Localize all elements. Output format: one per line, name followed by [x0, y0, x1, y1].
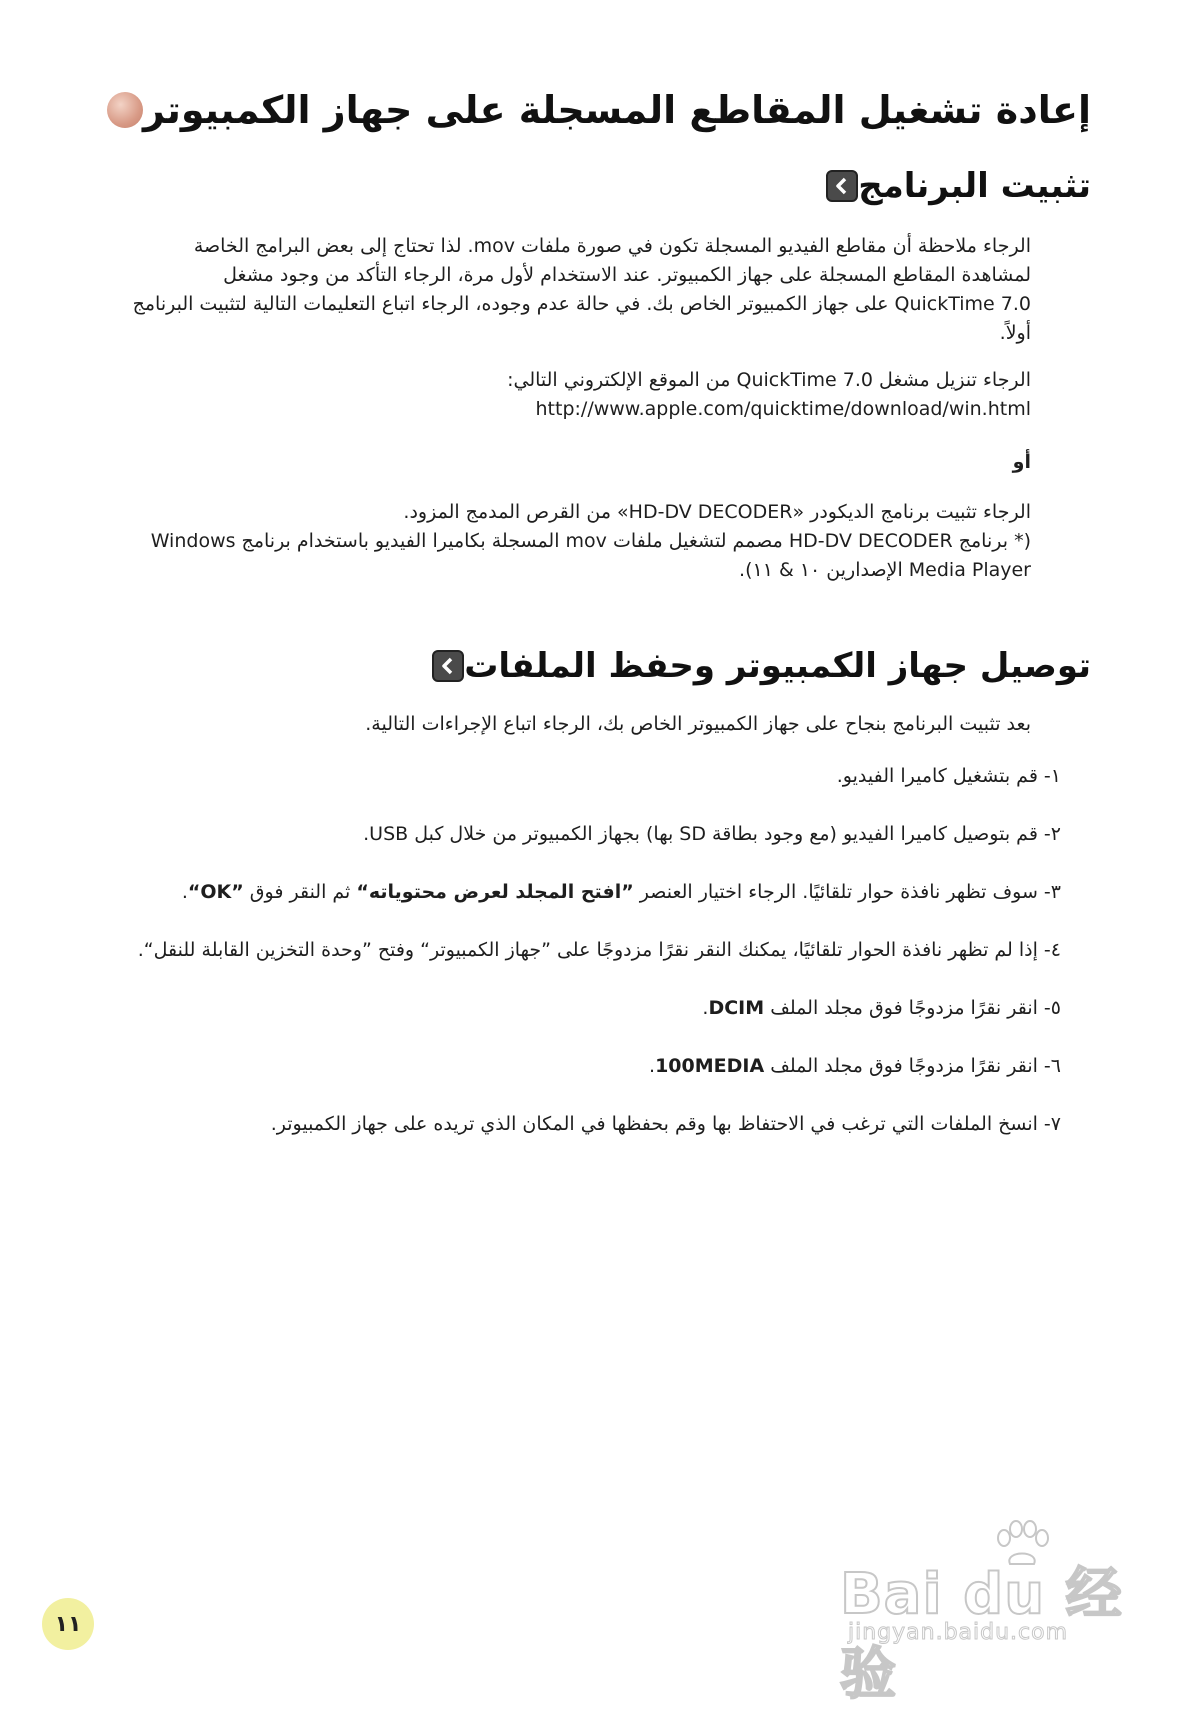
list-item [101, 1110, 1061, 1168]
list-item [101, 820, 1061, 878]
step-number: ٥- [1043, 997, 1061, 1019]
step-text: قم بتوصيل كاميرا الفيديو (مع وجود بطاقة SD بها) بجهاز الكمبيوتر من خلال كبل USB. [363, 823, 1038, 845]
install-note [131, 232, 1031, 348]
paragraph: الرجاء تثبيت برنامج الديكودر «HD-DV DECODER» من القرص المدمج المزود. [403, 501, 1031, 523]
chevron-left-icon [826, 170, 858, 202]
step-text: انقر نقرًا مزدوجًا فوق مجلد الملف [764, 997, 1038, 1019]
or-label: أو [1012, 451, 1031, 473]
step-option-label: ”افتح المجلد لعرض محتوياته“ [356, 881, 634, 903]
download-link[interactable]: http://www.apple.com/quicktime/download/win.html [535, 398, 1031, 420]
baidu-watermark [840, 1520, 1160, 1707]
step-text: انقر نقرًا مزدوجًا فوق مجلد الملف [764, 1055, 1038, 1077]
page-title: إعادة تشغيل المقاطع المسجلة على جهاز الكمبيوتر [142, 88, 1091, 132]
step-text: . [649, 1055, 656, 1077]
section-title: تثبيت البرنامج [858, 166, 1091, 206]
watermark-logo-text: Bai du 经验 [840, 1562, 1123, 1707]
connect-intro [131, 710, 1031, 739]
list-item [101, 762, 1061, 820]
paragraph: (* برنامج HD-DV DECODER مصمم لتشغيل ملفات mov المسجلة بكاميرا الفيديو باستخدام برنامج Windows Media Player الإصدارين ١٠ & ١١). [150, 530, 1031, 581]
step-text: . [702, 997, 709, 1019]
paragraph: الرجاء تنزيل مشغل QuickTime 7.0 من الموقع الإلكتروني التالي: [507, 369, 1031, 391]
section-heading-install [816, 166, 1091, 206]
step-text: قم بتشغيل كاميرا الفيديو. [836, 765, 1038, 787]
watermark-url: jingyan.baidu.com [848, 1620, 1069, 1645]
step-text: سوف تظهر نافذة حوار تلقائيًا. الرجاء اختيار العنصر [633, 881, 1038, 903]
step-number: ٧- [1043, 1113, 1061, 1135]
paragraph: الرجاء ملاحظة أن مقاطع الفيديو المسجلة تكون في صورة ملفات mov. لذا تحتاج إلى بعض البرامج الخاصة لمشاهدة المقاطع المسجلة على جهاز الكمبيوتر. عند الاستخدام لأول مرة، الرجاء التأكد من وجود مشغل QuickTime 7.0 على جهاز الكمبيوتر الخاص بك. في حالة عدم وجوده، الرجاء اتباع التعليمات التالية لتثبيت البرنامج أولاً. [132, 235, 1031, 344]
list-item [101, 936, 1061, 994]
step-text: إذا لم تظهر نافذة الحوار تلقائيًا، يمكنك النقر نقرًا مزدوجًا على ”جهاز الكمبيوتر“ وفتح ”وحدة التخزين القابلة للنقل“. [137, 939, 1038, 961]
step-number: ١- [1043, 765, 1061, 787]
list-item [101, 878, 1061, 936]
or-separator [131, 448, 1031, 477]
bullet-dot-icon [107, 92, 143, 128]
download-instructions [131, 366, 1031, 424]
step-text: ثم النقر فوق [243, 881, 357, 903]
step-ok-label: ”OK“ [187, 881, 244, 903]
decoder-instructions [131, 498, 1031, 585]
section-title: توصيل جهاز الكمبيوتر وحفظ الملفات [464, 646, 1091, 686]
step-number: ٢- [1043, 823, 1061, 845]
list-item [101, 994, 1061, 1052]
step-text: انسخ الملفات التي ترغب في الاحتفاظ بها وقم بحفظها في المكان الذي تريده على جهاز الكمبيوتر. [270, 1113, 1038, 1135]
list-item [101, 1052, 1061, 1110]
step-number: ٦- [1043, 1055, 1061, 1077]
section-heading-connect [422, 646, 1091, 686]
step-number: ٣- [1043, 881, 1061, 903]
page-title-block [93, 88, 1091, 132]
steps-list [101, 762, 1061, 1168]
step-number: ٤- [1043, 939, 1061, 961]
page-number: ١١ [42, 1598, 94, 1650]
folder-name: DCIM [708, 997, 765, 1019]
step-text: . [181, 881, 188, 903]
chevron-left-icon [432, 650, 464, 682]
paragraph: بعد تثبيت البرنامج بنجاح على جهاز الكمبيوتر الخاص بك، الرجاء اتباع الإجراءات التالية. [365, 713, 1031, 735]
folder-name: 100MEDIA [655, 1055, 765, 1077]
